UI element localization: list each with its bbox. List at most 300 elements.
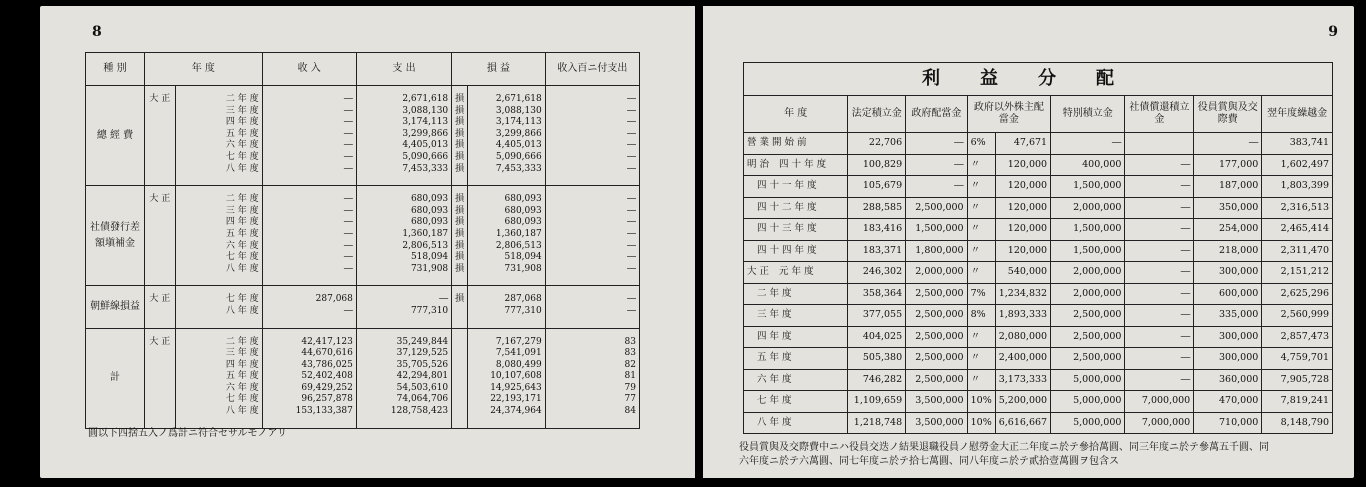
year-label: 四 十 二 年 度 bbox=[757, 201, 817, 213]
cell-special: 1,500,000 bbox=[1051, 240, 1125, 262]
year-value: 八 年 度 bbox=[225, 263, 259, 274]
cell-legal: 404,025 bbox=[848, 326, 906, 348]
cell-special: 2,500,000 bbox=[1051, 326, 1125, 348]
year-cell bbox=[744, 283, 848, 305]
cell-legal: 246,302 bbox=[848, 262, 906, 284]
cell-carry: 2,151,212 bbox=[1262, 262, 1333, 284]
expense-value: 3,299,866 bbox=[402, 128, 449, 139]
col-header: 種 別 bbox=[86, 53, 145, 86]
cell-legal: 1,109,659 bbox=[848, 391, 906, 413]
cell-legal: 505,380 bbox=[848, 348, 906, 370]
cell-gov: 2,500,000 bbox=[906, 348, 967, 370]
mark-value: 損 bbox=[455, 217, 465, 228]
page-number: 8 bbox=[92, 24, 102, 40]
cell-expense bbox=[356, 86, 451, 186]
year-label: 八 年 度 bbox=[757, 416, 792, 428]
col-header: 役員賞與及交際費 bbox=[1194, 96, 1262, 133]
col-header: 損 益 bbox=[452, 53, 546, 86]
cell-ratio bbox=[545, 186, 639, 286]
mark-value: 損 bbox=[455, 117, 465, 128]
cell-gov: 2,500,000 bbox=[906, 283, 967, 305]
cell-legal: 183,371 bbox=[848, 240, 906, 262]
expense-value: 1,360,187 bbox=[402, 228, 449, 239]
cell-year bbox=[175, 186, 262, 286]
col-header: 政府配當金 bbox=[906, 96, 967, 133]
cell-year bbox=[175, 86, 262, 186]
cell-rate: 〃 bbox=[967, 176, 995, 198]
col-header: 年 度 bbox=[145, 53, 263, 86]
footnote-line-1: 役員賞與及交際費中ニハ役員交迭ノ結果退職役員ノ慰勞金大正二年度ニ於テ參拾萬圓、同三年度ニ於テ參萬五千圓、同 bbox=[739, 442, 1269, 453]
cell-bond: 7,000,000 bbox=[1125, 391, 1194, 413]
category-label: 朝鮮線損益 bbox=[86, 286, 145, 328]
right-page bbox=[703, 6, 1354, 478]
cell-other: 120,000 bbox=[995, 176, 1050, 198]
year-value: 三 年 度 bbox=[225, 205, 259, 216]
table-row bbox=[744, 133, 1333, 155]
income-value: ― bbox=[343, 205, 353, 216]
cell-profit bbox=[468, 86, 546, 186]
year-label: 四 十 三 年 度 bbox=[757, 223, 817, 234]
table-row bbox=[86, 328, 640, 428]
year-label: 七 年 度 bbox=[757, 395, 792, 406]
col-header: 政府以外株主配當金 bbox=[967, 96, 1050, 133]
ratio-value: ― bbox=[627, 128, 636, 139]
table-row bbox=[744, 262, 1333, 284]
cell-rate: 〃 bbox=[967, 219, 995, 241]
mark-value: 損 bbox=[455, 252, 465, 263]
profit-value: 14,925,643 bbox=[490, 382, 542, 393]
income-value: 43,786,025 bbox=[301, 359, 353, 370]
year-value: 二 年 度 bbox=[225, 336, 259, 347]
table-row bbox=[744, 391, 1333, 413]
ratio-value: ― bbox=[627, 94, 636, 104]
ratio-value: ― bbox=[627, 263, 636, 274]
cell-other: 120,000 bbox=[995, 154, 1050, 176]
cell-special: 5,000,000 bbox=[1051, 412, 1125, 434]
cell-income bbox=[262, 86, 356, 186]
cell-expense bbox=[356, 328, 451, 428]
expense-value: 731,908 bbox=[410, 263, 449, 274]
year-value: 八 年 度 bbox=[225, 305, 259, 316]
cell-other: 47,671 bbox=[995, 133, 1050, 155]
year-value: 六 年 度 bbox=[225, 382, 259, 393]
profit-distribution-table bbox=[743, 62, 1333, 434]
col-header: 收入百ニ付支出 bbox=[545, 53, 639, 86]
table-row bbox=[86, 286, 640, 328]
cell-officer: 710,000 bbox=[1194, 412, 1262, 434]
cell-other: 120,000 bbox=[995, 197, 1050, 219]
cell-rate: 〃 bbox=[967, 197, 995, 219]
col-header: 支 出 bbox=[356, 53, 451, 86]
cell-special: 400,000 bbox=[1051, 154, 1125, 176]
cell-bond bbox=[1125, 133, 1194, 155]
income-value: 44,670,616 bbox=[301, 348, 353, 359]
cell-ratio bbox=[545, 86, 639, 186]
table-row bbox=[744, 219, 1333, 241]
mark-value: 損 bbox=[455, 228, 465, 239]
table-row bbox=[744, 369, 1333, 391]
income-value: ― bbox=[343, 217, 353, 228]
cell-mark bbox=[452, 86, 468, 186]
ratio-value: 84 bbox=[624, 406, 636, 417]
expense-value: 2,671,618 bbox=[402, 94, 449, 104]
year-value: 六 年 度 bbox=[225, 140, 259, 151]
era-label: 大 正 bbox=[145, 286, 176, 328]
cell-officer: 218,000 bbox=[1194, 240, 1262, 262]
table-header-row bbox=[86, 53, 640, 86]
income-value: 96,257,878 bbox=[301, 394, 353, 405]
income-value: ― bbox=[343, 151, 353, 162]
year-cell bbox=[744, 326, 848, 348]
cell-gov: 1,500,000 bbox=[906, 219, 967, 241]
cell-legal: 288,585 bbox=[848, 197, 906, 219]
year-label: 二 年 度 bbox=[757, 287, 792, 299]
cell-special: 1,500,000 bbox=[1051, 219, 1125, 241]
mark-value: 損 bbox=[455, 128, 465, 139]
cell-carry: 2,311,470 bbox=[1262, 240, 1333, 262]
year-value: 八 年 度 bbox=[225, 163, 259, 174]
year-value: 六 年 度 bbox=[225, 240, 259, 251]
ratio-value: ― bbox=[627, 294, 636, 305]
cell-carry: 1,602,497 bbox=[1262, 154, 1333, 176]
expense-value: 3,174,113 bbox=[402, 117, 449, 128]
cell-carry: 1,803,399 bbox=[1262, 176, 1333, 198]
cell-gov: ― bbox=[906, 154, 967, 176]
income-value: 153,133,387 bbox=[295, 406, 353, 417]
cell-profit bbox=[468, 186, 546, 286]
profit-value: 777,310 bbox=[504, 305, 542, 316]
cell-rate: 〃 bbox=[967, 154, 995, 176]
expense-value: 37,129,525 bbox=[396, 348, 449, 359]
cell-mark bbox=[452, 328, 468, 428]
table-row bbox=[744, 197, 1333, 219]
cell-legal: 377,055 bbox=[848, 305, 906, 327]
profit-value: 5,090,666 bbox=[495, 151, 542, 162]
mark-value: 損 bbox=[455, 205, 465, 216]
expense-value: 4,405,013 bbox=[402, 140, 449, 151]
cell-income bbox=[262, 286, 356, 328]
year-value: 四 年 度 bbox=[225, 217, 259, 228]
year-value: 三 年 度 bbox=[225, 348, 259, 359]
expense-value: 5,090,666 bbox=[402, 151, 449, 162]
expense-value: 54,503,610 bbox=[396, 382, 449, 393]
year-value: 七 年 度 bbox=[225, 151, 259, 162]
col-header: 社債償還積立金 bbox=[1125, 96, 1194, 133]
year-cell bbox=[744, 219, 848, 241]
ratio-value: 77 bbox=[624, 394, 636, 405]
cell-ratio bbox=[545, 328, 639, 428]
cell-rate: 〃 bbox=[967, 240, 995, 262]
income-value: ― bbox=[343, 105, 353, 116]
profit-value: 518,094 bbox=[504, 252, 542, 263]
cell-officer: 177,000 bbox=[1194, 154, 1262, 176]
income-value: 69,429,252 bbox=[301, 382, 353, 393]
profit-value: 2,806,513 bbox=[495, 240, 542, 251]
cell-carry: 2,857,473 bbox=[1262, 326, 1333, 348]
mark-value: 損 bbox=[455, 294, 465, 305]
mark-value: 損 bbox=[455, 263, 465, 274]
cell-carry: 383,741 bbox=[1262, 133, 1333, 155]
cell-rate: 6% bbox=[967, 133, 995, 155]
cell-gov: 3,500,000 bbox=[906, 412, 967, 434]
cell-gov: 2,000,000 bbox=[906, 262, 967, 284]
cell-expense bbox=[356, 186, 451, 286]
profit-value: 7,167,279 bbox=[495, 336, 542, 347]
cell-special: 1,500,000 bbox=[1051, 176, 1125, 198]
year-value: 二 年 度 bbox=[225, 94, 259, 104]
expense-value: 680,093 bbox=[410, 217, 449, 228]
cell-special: 2,500,000 bbox=[1051, 305, 1125, 327]
cell-other: 1,234,832 bbox=[995, 283, 1050, 305]
era-label: 大 正 bbox=[145, 86, 176, 186]
year-cell bbox=[744, 348, 848, 370]
mark-value: 損 bbox=[455, 194, 465, 205]
cell-rate: 8% bbox=[967, 305, 995, 327]
profit-value: 7,453,333 bbox=[495, 163, 542, 174]
cell-other: 2,080,000 bbox=[995, 326, 1050, 348]
cell-gov: 2,500,000 bbox=[906, 326, 967, 348]
expense-value: 74,064,706 bbox=[396, 394, 449, 405]
cell-mark bbox=[452, 286, 468, 328]
table-row bbox=[744, 240, 1333, 262]
cell-profit bbox=[468, 286, 546, 328]
profit-value: 680,093 bbox=[504, 194, 542, 205]
expense-value: 42,294,801 bbox=[396, 371, 449, 382]
mark-value: 損 bbox=[455, 105, 465, 116]
ratio-value: 83 bbox=[624, 348, 636, 359]
table-row bbox=[744, 348, 1333, 370]
profit-value: 731,908 bbox=[504, 263, 542, 274]
year-cell bbox=[744, 369, 848, 391]
year-cell bbox=[744, 305, 848, 327]
cell-expense bbox=[356, 286, 451, 328]
profit-value: 10,107,608 bbox=[490, 371, 542, 382]
col-header: 特別積立金 bbox=[1051, 96, 1125, 133]
expense-value: 128,758,423 bbox=[390, 406, 449, 417]
cell-bond: ― bbox=[1125, 283, 1194, 305]
cell-gov: ― bbox=[906, 133, 967, 155]
ratio-value: 82 bbox=[624, 359, 636, 370]
cell-legal: 100,829 bbox=[848, 154, 906, 176]
cell-bond: ― bbox=[1125, 219, 1194, 241]
year-value: 五 年 度 bbox=[225, 371, 259, 382]
cell-other: 540,000 bbox=[995, 262, 1050, 284]
era-label: 營 業 開 始 前 bbox=[747, 137, 807, 148]
income-value: ― bbox=[343, 117, 353, 128]
profit-value: 22,193,171 bbox=[490, 394, 542, 405]
cell-other: 1,893,333 bbox=[995, 305, 1050, 327]
cell-gov: 1,800,000 bbox=[906, 240, 967, 262]
profit-value: 7,541,091 bbox=[495, 348, 542, 359]
cell-year bbox=[175, 286, 262, 328]
cell-year bbox=[175, 328, 262, 428]
profit-value: 4,405,013 bbox=[495, 140, 542, 151]
cell-gov: 2,500,000 bbox=[906, 305, 967, 327]
cell-officer: ― bbox=[1194, 133, 1262, 155]
expense-value: 2,806,513 bbox=[402, 240, 449, 251]
income-value: 52,402,408 bbox=[301, 371, 353, 382]
mark-value: 損 bbox=[455, 151, 465, 162]
cell-other: 6,616,667 bbox=[995, 412, 1050, 434]
cell-special: 5,000,000 bbox=[1051, 369, 1125, 391]
cell-special: 2,000,000 bbox=[1051, 262, 1125, 284]
cell-officer: 187,000 bbox=[1194, 176, 1262, 198]
cell-carry: 8,148,790 bbox=[1262, 412, 1333, 434]
income-value: 42,417,123 bbox=[301, 336, 353, 347]
cell-rate: 〃 bbox=[967, 348, 995, 370]
cell-legal: 746,282 bbox=[848, 369, 906, 391]
cell-bond: ― bbox=[1125, 176, 1194, 198]
year-value: 七 年 度 bbox=[225, 394, 259, 405]
cell-bond: ― bbox=[1125, 197, 1194, 219]
profit-value: 2,671,618 bbox=[495, 94, 542, 104]
year-cell bbox=[744, 412, 848, 434]
ratio-value: ― bbox=[627, 228, 636, 239]
cell-bond: ― bbox=[1125, 305, 1194, 327]
cell-other: 2,400,000 bbox=[995, 348, 1050, 370]
page-number: 9 bbox=[1328, 24, 1338, 40]
cell-special: ― bbox=[1051, 133, 1125, 155]
ratio-value: ― bbox=[627, 217, 636, 228]
cell-legal: 1,218,748 bbox=[848, 412, 906, 434]
cell-gov: ― bbox=[906, 176, 967, 198]
cell-carry: 7,819,241 bbox=[1262, 391, 1333, 413]
cell-officer: 470,000 bbox=[1194, 391, 1262, 413]
table-row bbox=[744, 176, 1333, 198]
cell-legal: 183,416 bbox=[848, 219, 906, 241]
cell-carry: 2,316,513 bbox=[1262, 197, 1333, 219]
profit-value: 24,374,964 bbox=[490, 406, 542, 417]
cell-carry: 2,560,999 bbox=[1262, 305, 1333, 327]
cell-other: 5,200,000 bbox=[995, 391, 1050, 413]
ratio-value: ― bbox=[627, 240, 636, 251]
cell-bond: ― bbox=[1125, 240, 1194, 262]
income-table bbox=[85, 52, 640, 429]
cell-mark bbox=[452, 186, 468, 286]
category-label: 計 bbox=[86, 328, 145, 428]
cell-carry: 4,759,701 bbox=[1262, 348, 1333, 370]
table-row bbox=[744, 154, 1333, 176]
cell-gov: 3,500,000 bbox=[906, 391, 967, 413]
expense-value: 35,249,844 bbox=[396, 336, 449, 347]
col-header: 年 度 bbox=[744, 96, 848, 133]
year-value: 四 年 度 bbox=[225, 117, 259, 128]
year-cell bbox=[744, 154, 848, 176]
table-row bbox=[86, 186, 640, 286]
cell-gov: 2,500,000 bbox=[906, 197, 967, 219]
cell-rate: 7% bbox=[967, 283, 995, 305]
income-value: ― bbox=[343, 305, 353, 316]
ratio-value: 79 bbox=[624, 382, 636, 393]
year-label: 四 十 四 年 度 bbox=[757, 244, 817, 256]
income-value: ― bbox=[343, 163, 353, 174]
mark-value: 損 bbox=[455, 240, 465, 251]
cell-other: 3,173,333 bbox=[995, 369, 1050, 391]
profit-value: 680,093 bbox=[504, 217, 542, 228]
cell-officer: 300,000 bbox=[1194, 326, 1262, 348]
cell-carry: 7,905,728 bbox=[1262, 369, 1333, 391]
category-label: 社債發行差額塡補金 bbox=[86, 186, 145, 286]
cell-legal: 22,706 bbox=[848, 133, 906, 155]
year-cell bbox=[744, 176, 848, 198]
cell-officer: 360,000 bbox=[1194, 369, 1262, 391]
income-value: ― bbox=[343, 240, 353, 251]
footnote: 圓以下四捨五入ノ爲計ニ符合セサルモノアリ bbox=[88, 428, 287, 439]
year-cell bbox=[744, 197, 848, 219]
left-page bbox=[40, 6, 695, 478]
cell-officer: 254,000 bbox=[1194, 219, 1262, 241]
cell-bond: ― bbox=[1125, 262, 1194, 284]
cell-income bbox=[262, 328, 356, 428]
table-header-row bbox=[744, 96, 1333, 133]
year-value: 三 年 度 bbox=[225, 105, 259, 116]
ratio-value: 81 bbox=[624, 371, 636, 382]
ratio-value: 83 bbox=[624, 336, 636, 347]
table-row bbox=[744, 412, 1333, 434]
expense-value: ― bbox=[439, 294, 449, 305]
year-cell bbox=[744, 240, 848, 262]
cell-officer: 335,000 bbox=[1194, 305, 1262, 327]
cell-officer: 300,000 bbox=[1194, 262, 1262, 284]
col-header: 收 入 bbox=[262, 53, 356, 86]
income-value: ― bbox=[343, 94, 353, 104]
table-row bbox=[744, 283, 1333, 305]
expense-value: 35,705,526 bbox=[396, 359, 449, 370]
cell-rate: 10% bbox=[967, 412, 995, 434]
mark-value: 損 bbox=[455, 163, 465, 174]
cell-gov: 2,500,000 bbox=[906, 369, 967, 391]
mark-value: 損 bbox=[455, 140, 465, 151]
cell-officer: 300,000 bbox=[1194, 348, 1262, 370]
year-label: 四 年 度 bbox=[757, 330, 792, 342]
year-label: 四 十 一 年 度 bbox=[757, 180, 817, 191]
income-value: ― bbox=[343, 263, 353, 274]
cell-bond: ― bbox=[1125, 154, 1194, 176]
cell-carry: 2,465,414 bbox=[1262, 219, 1333, 241]
cell-carry: 2,625,296 bbox=[1262, 283, 1333, 305]
footnote-line-2: 六年度ニ於テ六萬圓、同七年度ニ於テ拾七萬圓、同八年度ニ於テ貳拾壹萬圓ヲ包含ス bbox=[739, 456, 1119, 467]
ratio-value: ― bbox=[627, 205, 636, 216]
expense-value: 777,310 bbox=[410, 305, 449, 316]
year-cell bbox=[744, 391, 848, 413]
year-value: 四 年 度 bbox=[225, 359, 259, 370]
expense-value: 3,088,130 bbox=[402, 105, 449, 116]
year-value: 五 年 度 bbox=[225, 228, 259, 239]
year-value: 八 年 度 bbox=[225, 406, 259, 417]
era-label: 明 治 bbox=[747, 158, 770, 170]
expense-value: 680,093 bbox=[410, 194, 449, 205]
cell-special: 2,000,000 bbox=[1051, 283, 1125, 305]
cell-rate: 〃 bbox=[967, 262, 995, 284]
cell-ratio bbox=[545, 286, 639, 328]
expense-value: 7,453,333 bbox=[402, 163, 449, 174]
ratio-value: ― bbox=[627, 252, 636, 263]
ratio-value: ― bbox=[627, 117, 636, 128]
profit-value: 3,088,130 bbox=[495, 105, 542, 116]
year-label: 四 十 年 度 bbox=[779, 158, 827, 170]
table-title: 利益分配 bbox=[744, 63, 1333, 96]
ratio-value: ― bbox=[627, 305, 636, 316]
cell-special: 2,000,000 bbox=[1051, 197, 1125, 219]
cell-special: 5,000,000 bbox=[1051, 391, 1125, 413]
year-label: 五 年 度 bbox=[757, 352, 792, 363]
era-label: 大 正 bbox=[145, 328, 176, 428]
profit-value: 3,174,113 bbox=[495, 117, 542, 128]
year-cell bbox=[744, 262, 848, 284]
cell-rate: 〃 bbox=[967, 326, 995, 348]
profit-value: 8,080,499 bbox=[495, 359, 542, 370]
income-value: ― bbox=[343, 194, 353, 205]
